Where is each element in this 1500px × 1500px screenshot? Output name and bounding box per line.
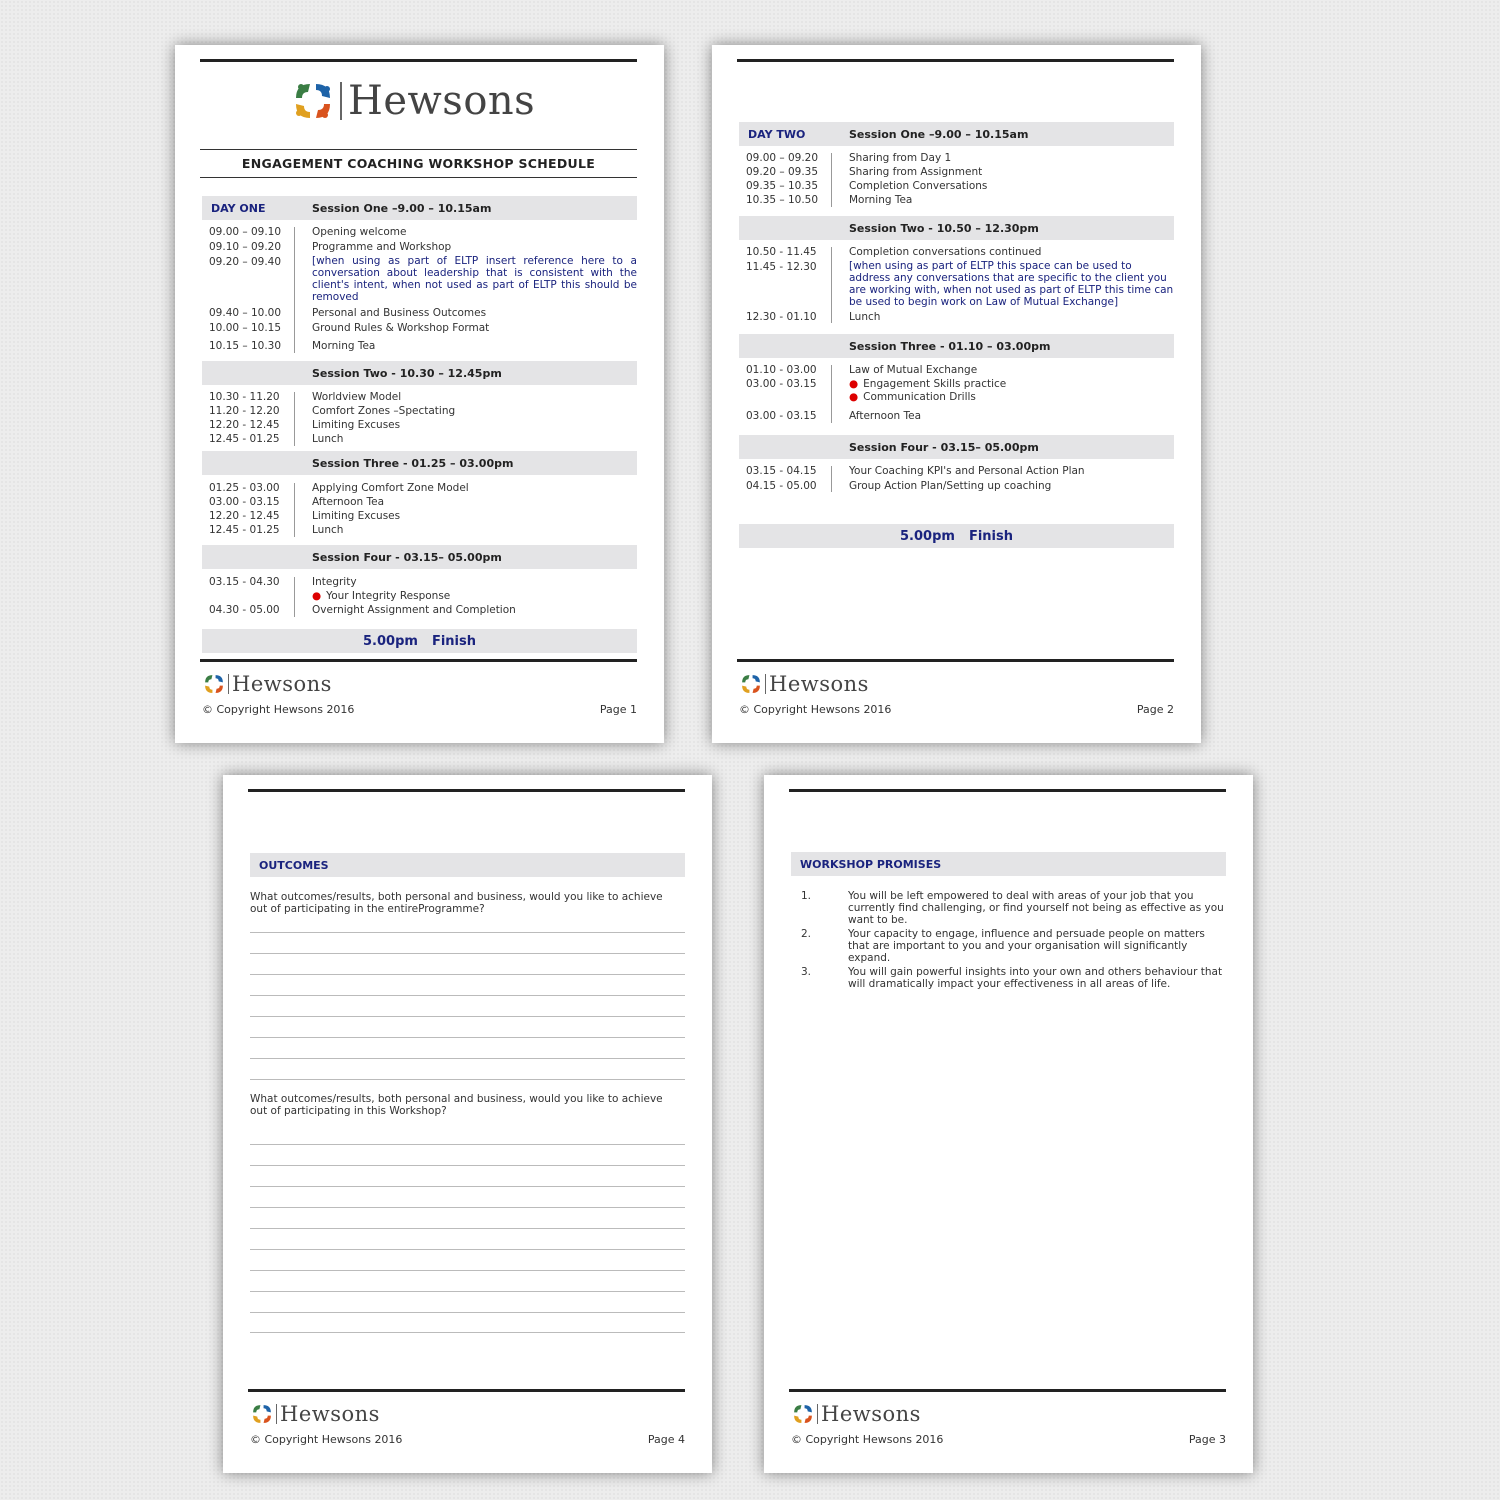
logo-divider	[765, 674, 766, 694]
session-band	[739, 122, 1174, 146]
bullet-icon: ●	[849, 378, 859, 390]
finish-band	[202, 629, 637, 653]
writing-line	[250, 1312, 685, 1313]
writing-line	[250, 953, 685, 954]
session-block: 09.00 – 09.10 Opening welcome 09.10 – 09.20 Programme and Workshop 09.20 – 09.40 [when using as part of ELTP insert reference here to a conversation about leadership that is consistent with the client's intent, when not used as part of ELTP this should be removed 09.40 – 10.00 Personal and Business Outcomes 10.00 – 10.15 Ground Rules & Workshop Format 10.15 – 10.30 Morning Tea	[209, 226, 637, 352]
schedule-title: ENGAGEMENT COACHING WORKSHOP SCHEDULE	[241, 156, 596, 171]
document-page-4	[223, 775, 712, 1473]
writing-line	[250, 974, 685, 975]
writing-line	[250, 932, 685, 933]
column-divider	[831, 153, 832, 207]
column-divider	[294, 483, 295, 537]
session-band	[739, 435, 1174, 459]
session-band	[739, 216, 1174, 240]
column-divider	[831, 466, 832, 492]
writing-line	[250, 1291, 685, 1292]
writing-line	[250, 1207, 685, 1208]
session-band	[739, 334, 1174, 358]
logo-divider	[276, 1404, 277, 1424]
document-page-2	[712, 45, 1201, 743]
brand-name: Hewsons	[348, 78, 536, 124]
session-title: Session Three - 01.25 – 03.00pm	[312, 456, 514, 470]
copyright: © Copyright Hewsons 2016	[250, 1433, 403, 1446]
writing-line	[250, 1079, 685, 1080]
finish-time: 5.00pm	[363, 633, 418, 649]
bottom-rule	[248, 1389, 685, 1392]
hewsons-logo-icon	[739, 672, 763, 696]
promise-text: You will gain powerful insights into your own and others behaviour that will dramatically impact your effectiveness in all areas of life.	[848, 966, 1223, 990]
session-title: Session One –9.00 – 10.15am	[312, 201, 492, 215]
column-divider	[831, 247, 832, 323]
footer-logo	[739, 671, 869, 697]
writing-line	[250, 1249, 685, 1250]
footer-logo	[250, 1401, 380, 1427]
hewsons-logo-icon	[250, 1402, 274, 1426]
bottom-rule	[200, 659, 637, 662]
promise-number: 1.	[801, 890, 812, 902]
hewsons-logo-icon	[290, 78, 336, 124]
logo-divider	[228, 674, 229, 694]
hewsons-logo-icon	[791, 1402, 815, 1426]
session-block: 10.50 - 11.45 Completion conversations continued 11.45 - 12.30 [when using as part of ELTP this space can be used to address any conversations that are specific to the client you are working with, when not used as part of ELTP this time can be used to begin work on Law of Mutual Exchange] 12.30 - 01.10 Lunch	[746, 246, 1174, 323]
brand-name: Hewsons	[280, 1402, 380, 1426]
session-block: 03.15 - 04.30 Integrity ● Your Integrity Response 04.30 - 05.00 Overnight Assignment and Completion	[209, 576, 516, 616]
session-title: Session Four - 03.15– 05.00pm	[312, 550, 502, 564]
column-divider	[294, 577, 295, 617]
session-block: 10.30 - 11.20 Worldview Model 11.20 - 12.20 Comfort Zones –Spectating 12.20 - 12.45 Limiting Excuses 12.45 - 01.25 Lunch	[209, 391, 456, 445]
footer-logo	[791, 1401, 921, 1427]
day-label: DAY TWO	[748, 127, 806, 141]
writing-line	[250, 1058, 685, 1059]
bullet-icon: ●	[849, 391, 859, 403]
bottom-rule	[737, 659, 1174, 662]
finish-time: 5.00pm	[900, 528, 955, 544]
session-band	[202, 361, 637, 385]
brand-name: Hewsons	[232, 672, 332, 696]
writing-line	[250, 1037, 685, 1038]
writing-line	[250, 995, 685, 996]
session-band	[202, 451, 637, 475]
page-number: Page 4	[647, 1433, 685, 1446]
bullet-icon: ●	[312, 590, 322, 602]
day-label: DAY ONE	[211, 201, 266, 215]
promise-number: 2.	[801, 928, 812, 940]
column-divider	[294, 227, 295, 353]
hewsons-logo-icon	[202, 672, 226, 696]
writing-line	[250, 1332, 685, 1333]
section-band	[250, 853, 685, 877]
brand-name: Hewsons	[769, 672, 869, 696]
session-band	[202, 196, 637, 220]
finish-band	[739, 524, 1174, 548]
top-rule	[200, 59, 637, 62]
footer-logo	[202, 671, 332, 697]
column-divider	[831, 365, 832, 423]
promise-number: 3.	[801, 966, 812, 978]
session-block: 01.25 - 03.00 Applying Comfort Zone Model 03.00 - 03.15 Afternoon Tea 12.20 - 12.45 Limiting Excuses 12.45 - 01.25 Lunch	[209, 482, 469, 536]
top-rule	[248, 789, 685, 792]
column-divider	[294, 392, 295, 446]
title-rule-bottom	[200, 177, 637, 178]
question-programme: What outcomes/results, both personal and business, would you like to achieve out of participating in the entireProgramme?	[250, 891, 663, 915]
copyright: © Copyright Hewsons 2016	[202, 703, 355, 716]
header-logo	[290, 77, 535, 125]
top-rule	[737, 59, 1174, 62]
writing-line	[250, 1186, 685, 1187]
promise-text: You will be left empowered to deal with areas of your job that you currently find challenging, or find yourself not being as effective as you want to be.	[848, 890, 1224, 926]
writing-line	[250, 1228, 685, 1229]
top-rule	[789, 789, 1226, 792]
session-block: 03.15 - 04.15 Your Coaching KPI's and Personal Action Plan 04.15 - 05.00 Group Action Plan/Setting up coaching	[746, 465, 1085, 492]
finish-label: Finish	[431, 633, 476, 649]
writing-line	[250, 1270, 685, 1271]
section-heading: OUTCOMES	[259, 858, 329, 872]
session-title: Session Four - 03.15– 05.00pm	[849, 440, 1039, 454]
section-band	[791, 852, 1226, 876]
logo-divider	[817, 1404, 818, 1424]
writing-line	[250, 1016, 685, 1017]
session-block: 09.00 – 09.20 Sharing from Day 1 09.20 – 09.35 Sharing from Assignment 09.35 – 10.35 Completion Conversations 10.35 – 10.50 Morning Tea	[746, 152, 988, 206]
writing-line	[250, 1144, 685, 1145]
document-page-1	[175, 45, 664, 743]
title-rule-top	[200, 149, 637, 150]
finish-label: Finish	[968, 528, 1013, 544]
promise-text: Your capacity to engage, influence and persuade people on matters that are important to you and your organisation will significantly expand.	[848, 928, 1205, 964]
page-number: Page 3	[1188, 1433, 1226, 1446]
eltp-note: [when using as part of ELTP insert reference here to a conversation about leadership that is consistent with the client's intent, when not used as part of ELTP this should be removed	[312, 255, 637, 303]
page-number: Page 2	[1136, 703, 1174, 716]
session-band	[202, 545, 637, 569]
copyright: © Copyright Hewsons 2016	[739, 703, 892, 716]
session-title: Session Two - 10.50 – 12.30pm	[849, 221, 1039, 235]
bottom-rule	[789, 1389, 1226, 1392]
logo-divider	[340, 82, 342, 120]
session-block: 01.10 - 03.00 Law of Mutual Exchange 03.00 - 03.15 ● Engagement Skills practice ● Communication Drills 03.00 - 03.15 Afternoon Tea	[746, 364, 1007, 422]
session-title: Session Two - 10.30 – 12.45pm	[312, 366, 502, 380]
document-page-3	[764, 775, 1253, 1473]
session-title: Session Three - 01.10 – 03.00pm	[849, 339, 1051, 353]
session-title: Session One –9.00 – 10.15am	[849, 127, 1029, 141]
eltp-note: [when using as part of ELTP this space can be used to address any conversations that are specific to the client you are working with, when not used as part of ELTP this time can be used to begin work on Law of Mutual Exchange]	[849, 260, 1174, 308]
page-number: Page 1	[599, 703, 637, 716]
brand-name: Hewsons	[821, 1402, 921, 1426]
question-workshop: What outcomes/results, both personal and business, would you like to achieve out of participating in this Workshop?	[250, 1093, 663, 1117]
writing-line	[250, 1165, 685, 1166]
copyright: © Copyright Hewsons 2016	[791, 1433, 944, 1446]
section-heading: WORKSHOP PROMISES	[800, 857, 942, 871]
